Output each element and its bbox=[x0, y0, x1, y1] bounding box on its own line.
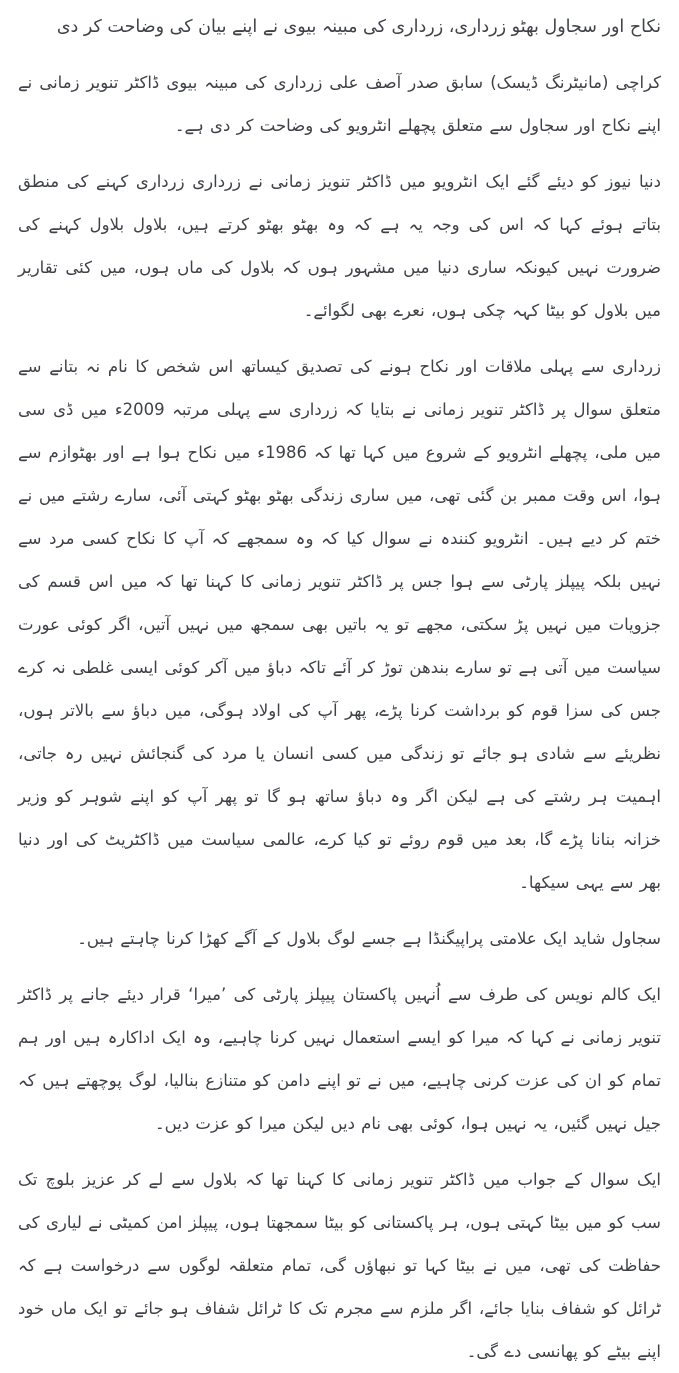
article-paragraph: دنیا نیوز کو دیئے گئے ایک انٹرویو میں ڈاکٹر تنویز زمانی نے زرداری زرداری کہنے کی منطق بتاتے ہوئے کہا کہ اس کی وجہ یہ ہے کہ وہ بھٹو بھٹو کرتے ہیں، بلاول بلاول کہنے کی ضرورت نہیں کیونکہ ساری دنیا میں مشہور ہوں کہ بلاول کی ماں ہوں، میں کئی تقاریر میں بلاول کو بیٹا کہہ چکی ہوں، نعرے بھی لگوائے۔ bbox=[18, 172, 661, 320]
article-headline: نکاح اور سجاول بھٹو زرداری، زرداری کی مبینہ بیوی نے اپنے بیان کی وضاحت کر دی bbox=[56, 17, 661, 37]
article-paragraph: زرداری سے پہلی ملاقات اور نکاح ہونے کی تصدیق کیساتھ اس شخص کا نام نہ بتانے سے متعلق سوال پر ڈاکٹر تنویر زمانی نے بتایا کہ زرداری سے پہلی مرتبہ 2009ء میں ڈی سی میں ملی، پچھلے انٹرویو کے شروع میں کہا تھا کہ 1986ء میں نکاح ہوا ہے اور بھٹوازم سے ہوا، اس وقت ممبر بن گئی تھی، میں ساری زندگی بھٹو بھٹو کہتی آئی، سارے رشتے میں نے ختم کر دیے ہیں۔ انٹرویو کنندہ نے سوال کیا کہ وہ سمجھے کہ آپ کا نکاح کسی مرد سے نہیں بلکہ پیپلز پارٹی سے ہوا جس پر ڈاکٹر تنویر زمانی کا کہنا تھا کہ میں اس قسم کی جزویات میں نہیں پڑ سکتی، مجھے تو یہ باتیں بھی سمجھ میں نہیں آتیں، اگر کوئی عورت سیاست میں آتی ہے تو سارے بندھن توڑ کر آئے تاکہ دباؤ میں آکر کوئی ایسی غلطی نہ کرے جس کی سزا قوم کو برداشت کرنا پڑے، پھر آپ کی اولاد ہوگی، میں دباؤ سے بالاتر ہوں، نظریئے سے شادی ہو جائے تو زندگی میں کسی انسان یا مرد کی گنجائش نہیں رہ جاتی، اہمیت ہر رشتے کی ہے لیکن اگر وہ دباؤ ساتھ ہو گا تو پھر آپ کو اپنے شوہر کو وزیر خزانہ بنانا پڑے گا، بعد میں قوم روئے تو کیا کرے، عالمی سیاست میں ڈاکٹریٹ کی اور دنیا بھر سے یہی سیکھا۔ bbox=[18, 357, 661, 892]
article-paragraph: ایک سوال کے جواب میں ڈاکٹر تنویر زمانی کا کہنا تھا کہ بلاول سے لے کر عزیز بلوچ تک سب کو میں بیٹا کہتی ہوں، ہر پاکستانی کو بیٹا سمجھتا ہوں، پیپلز امن کمیٹی نے لیاری کی حفاظت کی تھی، میں نے بیٹا کہا تو نبھاؤں گی، تمام متعلقہ لوگوں سے درخواست ہے کہ ٹرائل کو شفاف بنایا جائے، اگر ملزم سے مجرم تک کا ٹرائل شفاف ہو جائے تو ایک ماں خود اپنے بیٹے کو پھانسی دے گی۔ bbox=[18, 1170, 661, 1361]
article-paragraph: سجاول شاید ایک علامتی پراپیگنڈا ہے جسے لوگ بلاول کے آگے کھڑا کرنا چاہتے ہیں۔ bbox=[77, 929, 661, 948]
article-paragraph: ایک کالم نویس کی طرف سے اُنہیں پاکستان پیپلز پارٹی کی ’میرا‘ قرار دیئے جانے پر ڈاکٹر تنویر زمانی نے کہا کہ میرا کو ایسے استعمال نہیں کرنا چاہیے، وہ ایک اداکارہ ہیں اور ہم تمام کو ان کی عزت کرنی چاہیے، میں نے تو اپنے دامن کو متنازع بنالیا، لوگ پوچھتے ہیں کہ جیل نہیں گئیں، یہ نہیں ہوا، کوئی بھی نام دیں لیکن میرا کو عزت دیں۔ bbox=[18, 985, 661, 1133]
article-paragraph-dateline: کراچی (مانیٹرنگ ڈیسک) سابق صدر آصف علی زرداری کی مبینہ بیوی ڈاکٹر تنویر زمانی نے اپنے نکاح اور سجاول سے متعلق پچھلے انٹرویو کی وضاحت کر دی ہے۔ bbox=[18, 73, 661, 135]
